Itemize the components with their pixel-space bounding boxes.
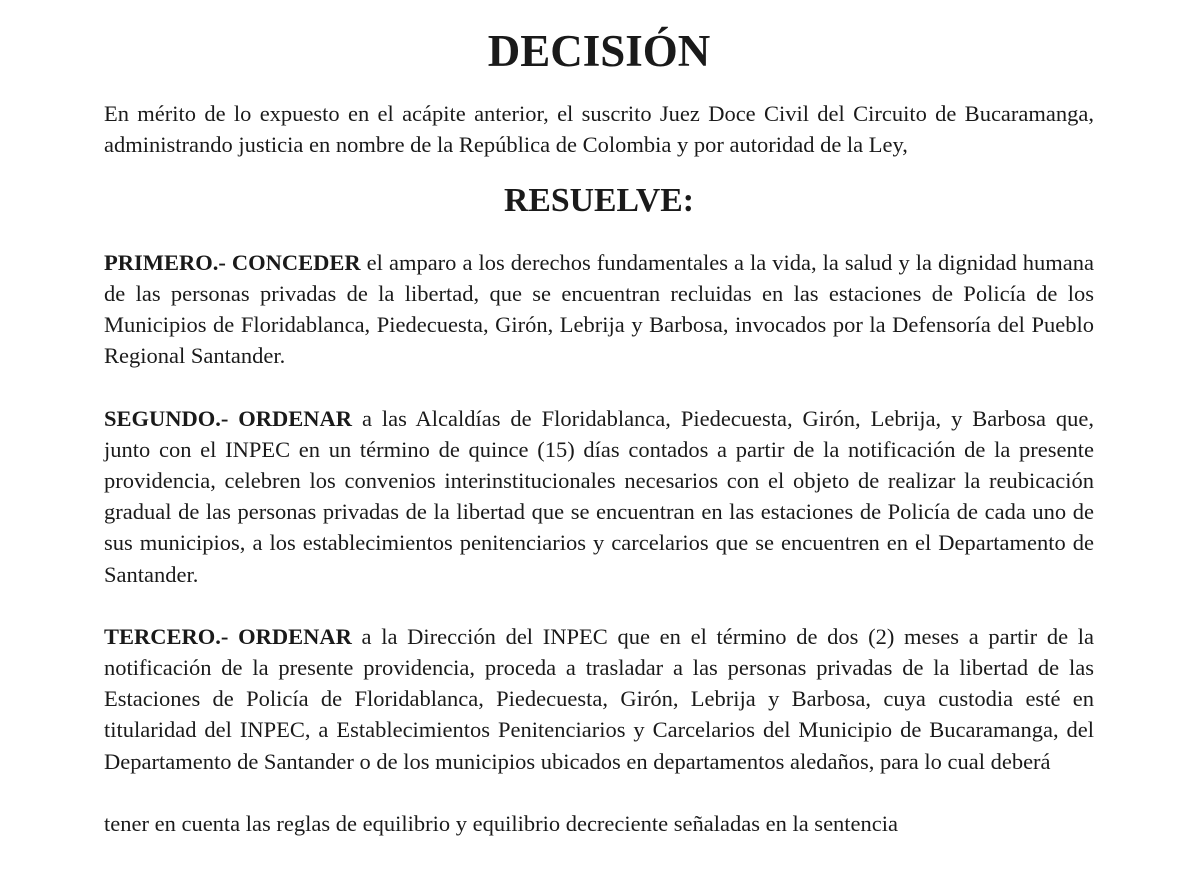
resuelve-heading: RESUELVE: [503,181,695,219]
tercero-text: a la Dirección del INPEC que en el término de dos (2) meses a partir de la notificación de la presente providencia, proceda a trasladar a las personas privadas de la libertad de las Estaciones de Policía de Floridablanca, Piedecuesta, Girón, Lebrija y Barbosa, cuya custodia esté en titularidad del INPEC, a Establecimientos Penitenciarios y Carcelarios del Municipio de Bucaramanga, del Departamento de Santander o de los municipios ubicados en departamentos aledaños, para lo cual deberá [104,623,1095,774]
segundo-text: a las Alcaldías de Floridablanca, Piedecuesta, Girón, Lebrija, y Barbosa que, junto con el INPEC en un término de quince (15) días contados a partir de la notificación de la presente providencia, celebren los convenios interinstitucionales necesarios con el objeto de realizar la reubicación gradual de las personas privadas de la libertad que se encuentran en las estaciones de Policía de cada uno de sus municipios, a los establecimientos penitenciarios y carcelarios que se encuentren en el Departamento de Santander. [104,405,1095,587]
tercero-paragraph [104,621,1094,777]
decision-heading: DECISIÓN [487,26,711,76]
segundo-lead: SEGUNDO.- ORDENAR [104,405,353,431]
tercero-lead: TERCERO.- ORDENAR [104,623,352,649]
primero-text: el amparo a los derechos fundamentales a la vida, la salud y la dignidad humana de las personas privadas de la libertad, que se encuentran recluidas en las estaciones de Policía de los Municipios de Floridablanca, Piedecuesta, Girón, Lebrija y Barbosa, invocados por la Defensoría del Pueblo Regional Santander. [104,249,1094,369]
intro-paragraph: En mérito de lo expuesto en el acápite anterior, el suscrito Juez Doce Civil del Circuito de Bucaramanga, administrando justicia en nombre de la República de Colombia y por autoridad de la Ley, [104,101,1094,158]
segundo-paragraph [104,403,1094,590]
tercero-cut-line: tener en cuenta las reglas de equilibrio y equilibrio decreciente señaladas en la sentencia [104,810,899,836]
primero-paragraph [104,247,1094,372]
primero-lead: PRIMERO.- CONCEDER [104,249,361,275]
document-body [104,26,1095,838]
